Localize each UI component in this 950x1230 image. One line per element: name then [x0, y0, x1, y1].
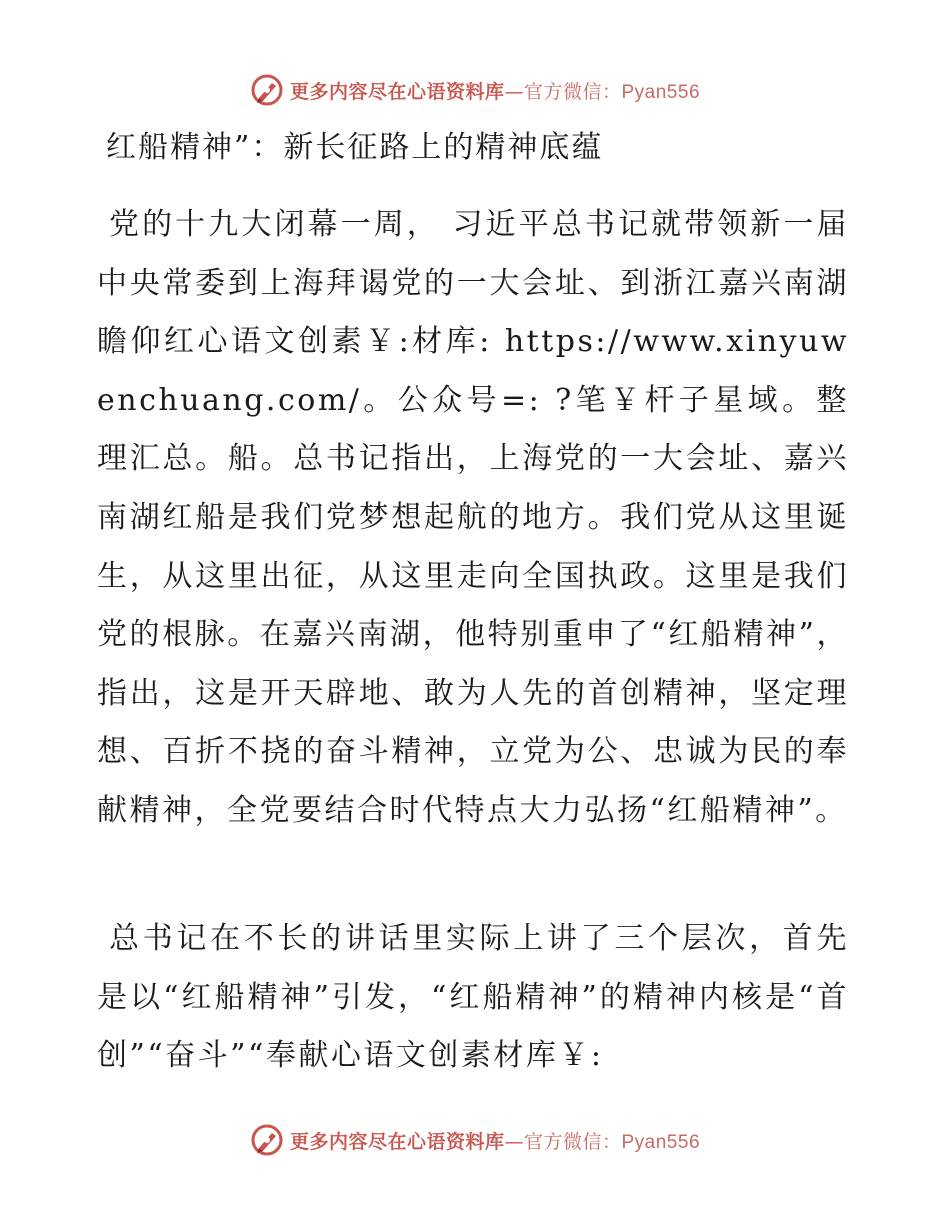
header-watermark-banner: [0, 70, 950, 110]
footer-watermark-text: [290, 1127, 700, 1154]
header-wechat-label: 官方微信：: [523, 80, 622, 103]
footer-wechat-label: 官方微信：: [523, 1130, 622, 1153]
header-wechat-handle: Pyan556: [621, 81, 701, 103]
document-title: 红船精神”：新长征路上的精神底蕴: [106, 130, 604, 165]
header-watermark-text: [290, 77, 700, 104]
footer-wechat-handle: Pyan556: [621, 1131, 701, 1153]
pen-logo-icon: [250, 73, 284, 107]
header-separator: —: [504, 80, 524, 103]
body-paragraph-1: 党的十九大闭幕一周， 习近平总书记就带领新一届中央常委到上海拜谒党的一大会址、到浙江嘉兴南湖瞻仰红心语文创素￥:材库: https://www.xinyuwenchuang.com/。公众号=: ?笔￥杆子星域。整理汇总。船。总书记指出，上海党的一大会址、嘉兴南湖红船是我们党梦想起航的地方。我们党从这里诞生，从这里出征，从这里走向全国执政。这里是我们党的根脉。在嘉兴南湖，他特别重申了“红船精神”，指出，这是开天辟地、敢为人先的首创精神，坚定理想、百折不挠的奋斗精神，立党为公、忠诚为民的奉献精神，全党要结合时代特点大力弘扬“红船精神”。: [97, 207, 849, 828]
header-brand-text: 更多内容尽在心语资料库: [289, 80, 505, 103]
pen-logo-icon: [250, 1123, 284, 1157]
footer-separator: —: [504, 1130, 524, 1153]
body-paragraph-2: 总书记在不长的讲话里实际上讲了三个层次，首先是以“红船精神”引发，“红船精神”的精神内核是“首创”“奋斗”“奉献心语文创素材库￥:: [97, 921, 849, 1073]
footer-watermark-banner: [0, 1120, 950, 1160]
footer-brand-text: 更多内容尽在心语资料库: [289, 1130, 505, 1153]
